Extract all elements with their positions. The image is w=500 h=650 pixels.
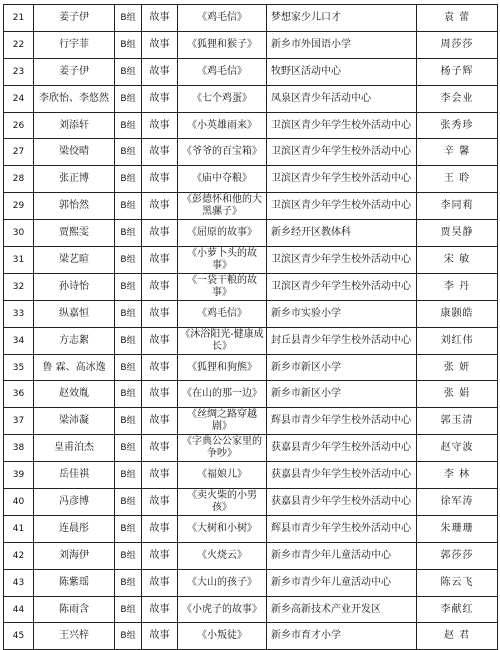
- participant-name: 李欣怡、李悠然: [34, 85, 115, 112]
- participant-name: 刘添轩: [34, 112, 115, 139]
- participant-name: 梁佼晴: [34, 139, 115, 166]
- group-cell: B组: [115, 139, 142, 166]
- table-row: [4, 166, 498, 193]
- row-number: 35: [4, 354, 34, 381]
- results-sheet: [3, 4, 497, 650]
- participant-name: 陈紫瑶: [34, 569, 115, 596]
- table-row: [4, 58, 498, 85]
- participant-name: 姜子伊: [34, 5, 115, 32]
- category-cell: 故事: [142, 58, 178, 85]
- row-number: 43: [4, 569, 34, 596]
- organization-cell: 卫滨区青少年学生校外活动中心: [267, 112, 417, 139]
- table-row: [4, 354, 498, 381]
- organization-cell: 新乡市青少年儿童活动中心: [267, 542, 417, 569]
- table-row: [4, 327, 498, 354]
- organization-cell: 卫滨区青少年学生校外活动中心: [267, 139, 417, 166]
- row-number: 42: [4, 542, 34, 569]
- row-number: 21: [4, 5, 34, 32]
- table-row: [4, 515, 498, 542]
- table-row: [4, 435, 498, 462]
- group-cell: B组: [115, 112, 142, 139]
- table-row: [4, 408, 498, 435]
- participant-name: 连晨彤: [34, 515, 115, 542]
- organization-cell: 卫滨区青少年学生校外活动中心: [267, 193, 417, 220]
- table-row: [4, 300, 498, 327]
- story-title: 《小萝卜头的故事》: [178, 247, 267, 274]
- organization-cell: 辉县市青少年学生校外活动中心: [267, 515, 417, 542]
- participant-name: 陈雨含: [34, 596, 115, 623]
- category-cell: 故事: [142, 381, 178, 408]
- row-number: 37: [4, 408, 34, 435]
- story-title: 《鸡毛信》: [178, 5, 267, 32]
- category-cell: 故事: [142, 542, 178, 569]
- row-number: 33: [4, 300, 34, 327]
- group-cell: B组: [115, 193, 142, 220]
- participant-name: 孙诗怡: [34, 273, 115, 300]
- group-cell: B组: [115, 220, 142, 247]
- teacher-cell: 赵 君: [417, 623, 498, 650]
- organization-cell: 获嘉县青少年学生校外活动中心: [267, 489, 417, 516]
- category-cell: 故事: [142, 85, 178, 112]
- participant-name: 冯彦博: [34, 489, 115, 516]
- participant-name: 赵效胤: [34, 381, 115, 408]
- participant-name: 皇甫泊杰: [34, 435, 115, 462]
- teacher-cell: 陈云飞: [417, 569, 498, 596]
- story-title: 《屈原的故事》: [178, 220, 267, 247]
- story-title: 《爷爷的百宝箱》: [178, 139, 267, 166]
- row-number: 26: [4, 112, 34, 139]
- row-number: 34: [4, 327, 34, 354]
- organization-cell: 新乡市实验小学: [267, 300, 417, 327]
- table-row: [4, 381, 498, 408]
- category-cell: 故事: [142, 489, 178, 516]
- table-body: [4, 5, 498, 650]
- story-title: 《在山的那一边》: [178, 381, 267, 408]
- table-row: [4, 462, 498, 489]
- story-title: 《庙中夺粮》: [178, 166, 267, 193]
- group-cell: B组: [115, 354, 142, 381]
- participant-name: 梁沛凝: [34, 408, 115, 435]
- story-title: 《一袋干粮的故事》: [178, 273, 267, 300]
- group-cell: B组: [115, 489, 142, 516]
- story-title: 《大树和小树》: [178, 515, 267, 542]
- category-cell: 故事: [142, 569, 178, 596]
- group-cell: B组: [115, 31, 142, 58]
- teacher-cell: 徐军涛: [417, 489, 498, 516]
- story-title: 《火烧云》: [178, 542, 267, 569]
- category-cell: 故事: [142, 220, 178, 247]
- story-title: 《七个鸡蛋》: [178, 85, 267, 112]
- row-number: 31: [4, 247, 34, 274]
- category-cell: 故事: [142, 408, 178, 435]
- teacher-cell: 贾昊静: [417, 220, 498, 247]
- row-number: 30: [4, 220, 34, 247]
- participant-name: 贾熙雯: [34, 220, 115, 247]
- row-number: 22: [4, 31, 34, 58]
- story-title: 《小虎子的故事》: [178, 596, 267, 623]
- teacher-cell: 刘红伟: [417, 327, 498, 354]
- row-number: 39: [4, 462, 34, 489]
- teacher-cell: 赵守波: [417, 435, 498, 462]
- row-number: 38: [4, 435, 34, 462]
- teacher-cell: 郭玉清: [417, 408, 498, 435]
- participant-name: 纵嘉恒: [34, 300, 115, 327]
- teacher-cell: 郭莎莎: [417, 542, 498, 569]
- category-cell: 故事: [142, 166, 178, 193]
- organization-cell: 获嘉县青少年学生校外活动中心: [267, 435, 417, 462]
- category-cell: 故事: [142, 273, 178, 300]
- category-cell: 故事: [142, 462, 178, 489]
- category-cell: 故事: [142, 327, 178, 354]
- teacher-cell: 康颢皓: [417, 300, 498, 327]
- group-cell: B组: [115, 515, 142, 542]
- teacher-cell: 杨子辉: [417, 58, 498, 85]
- participant-name: 姜子伊: [34, 58, 115, 85]
- category-cell: 故事: [142, 300, 178, 327]
- group-cell: B组: [115, 85, 142, 112]
- story-title: 《小叛徒》: [178, 623, 267, 650]
- table-row: [4, 623, 498, 650]
- table-row: [4, 569, 498, 596]
- organization-cell: 新乡市外国语小学: [267, 31, 417, 58]
- organization-cell: 新乡高新技术产业开发区: [267, 596, 417, 623]
- category-cell: 故事: [142, 354, 178, 381]
- teacher-cell: 李献红: [417, 596, 498, 623]
- teacher-cell: 李 丹: [417, 273, 498, 300]
- organization-cell: 梦想家少儿口才: [267, 5, 417, 32]
- group-cell: B组: [115, 58, 142, 85]
- organization-cell: 新乡市新区小学: [267, 354, 417, 381]
- story-title: 《福娘儿》: [178, 462, 267, 489]
- group-cell: B组: [115, 623, 142, 650]
- category-cell: 故事: [142, 112, 178, 139]
- participant-name: 张正博: [34, 166, 115, 193]
- group-cell: B组: [115, 247, 142, 274]
- group-cell: B组: [115, 435, 142, 462]
- participant-name: 方志絮: [34, 327, 115, 354]
- story-title: 《小英雄雨来》: [178, 112, 267, 139]
- teacher-cell: 李 林: [417, 462, 498, 489]
- row-number: 29: [4, 193, 34, 220]
- table-row: [4, 220, 498, 247]
- group-cell: B组: [115, 273, 142, 300]
- organization-cell: 新乡经开区教体科: [267, 220, 417, 247]
- category-cell: 故事: [142, 515, 178, 542]
- row-number: 32: [4, 273, 34, 300]
- category-cell: 故事: [142, 193, 178, 220]
- organization-cell: 凤泉区青少年活动中心: [267, 85, 417, 112]
- participant-name: 鲁 霖、高冰逸: [34, 354, 115, 381]
- teacher-cell: 袁 蕾: [417, 5, 498, 32]
- row-number: 28: [4, 166, 34, 193]
- row-number: 24: [4, 85, 34, 112]
- participant-name: 刘海伊: [34, 542, 115, 569]
- story-title: 《狐狸和猴子》: [178, 31, 267, 58]
- organization-cell: 辉县市青少年学生校外活动中心: [267, 408, 417, 435]
- table-row: [4, 112, 498, 139]
- row-number: 45: [4, 623, 34, 650]
- results-table: [3, 4, 498, 650]
- group-cell: B组: [115, 569, 142, 596]
- story-title: 《鸡毛信》: [178, 300, 267, 327]
- organization-cell: 封丘县青少年学生校外活动中心: [267, 327, 417, 354]
- story-title: 《大山的孩子》: [178, 569, 267, 596]
- teacher-cell: 宋 敏: [417, 247, 498, 274]
- group-cell: B组: [115, 596, 142, 623]
- organization-cell: 卫滨区青少年学生校外活动中心: [267, 273, 417, 300]
- teacher-cell: 李同莉: [417, 193, 498, 220]
- category-cell: 故事: [142, 247, 178, 274]
- row-number: 40: [4, 489, 34, 516]
- table-row: [4, 247, 498, 274]
- category-cell: 故事: [142, 596, 178, 623]
- category-cell: 故事: [142, 5, 178, 32]
- row-number: 44: [4, 596, 34, 623]
- row-number: 41: [4, 515, 34, 542]
- table-row: [4, 596, 498, 623]
- row-number: 36: [4, 381, 34, 408]
- participant-name: 梁艺暄: [34, 247, 115, 274]
- group-cell: B组: [115, 381, 142, 408]
- table-row: [4, 5, 498, 32]
- teacher-cell: 周莎莎: [417, 31, 498, 58]
- story-title: 《卖火柴的小男孩》: [178, 489, 267, 516]
- group-cell: B组: [115, 462, 142, 489]
- story-title: 《沐浴阳光-健康成长》: [178, 327, 267, 354]
- group-cell: B组: [115, 542, 142, 569]
- teacher-cell: 张 妍: [417, 354, 498, 381]
- teacher-cell: 朱珊珊: [417, 515, 498, 542]
- story-title: 《字典公公家里的争吵》: [178, 435, 267, 462]
- table-row: [4, 31, 498, 58]
- category-cell: 故事: [142, 623, 178, 650]
- organization-cell: 卫滨区青少年学生校外活动中心: [267, 247, 417, 274]
- group-cell: B组: [115, 408, 142, 435]
- story-title: 《丝绸之路穿越剧》: [178, 408, 267, 435]
- organization-cell: 牧野区活动中心: [267, 58, 417, 85]
- table-row: [4, 273, 498, 300]
- group-cell: B组: [115, 166, 142, 193]
- participant-name: 行宇菲: [34, 31, 115, 58]
- organization-cell: 卫滨区青少年学生校外活动中心: [267, 166, 417, 193]
- category-cell: 故事: [142, 435, 178, 462]
- teacher-cell: 辛 馨: [417, 139, 498, 166]
- organization-cell: 新乡市青少年儿童活动中心: [267, 569, 417, 596]
- participant-name: 岳佳祺: [34, 462, 115, 489]
- table-row: [4, 193, 498, 220]
- table-row: [4, 139, 498, 166]
- group-cell: B组: [115, 5, 142, 32]
- category-cell: 故事: [142, 139, 178, 166]
- group-cell: B组: [115, 327, 142, 354]
- table-row: [4, 542, 498, 569]
- participant-name: 王兴梓: [34, 623, 115, 650]
- row-number: 23: [4, 58, 34, 85]
- teacher-cell: 王 聆: [417, 166, 498, 193]
- participant-name: 郭怡然: [34, 193, 115, 220]
- table-row: [4, 85, 498, 112]
- teacher-cell: 李会业: [417, 85, 498, 112]
- group-cell: B组: [115, 300, 142, 327]
- story-title: 《鸡毛信》: [178, 58, 267, 85]
- organization-cell: 获嘉县青少年学生校外活动中心: [267, 462, 417, 489]
- organization-cell: 新乡市育才小学: [267, 623, 417, 650]
- story-title: 《狐狸和狗熊》: [178, 354, 267, 381]
- category-cell: 故事: [142, 31, 178, 58]
- story-title: 《彭德怀和他的大黑骡子》: [178, 193, 267, 220]
- table-row: [4, 489, 498, 516]
- organization-cell: 新乡市新区小学: [267, 381, 417, 408]
- row-number: 27: [4, 139, 34, 166]
- teacher-cell: 张秀珍: [417, 112, 498, 139]
- teacher-cell: 张 娟: [417, 381, 498, 408]
